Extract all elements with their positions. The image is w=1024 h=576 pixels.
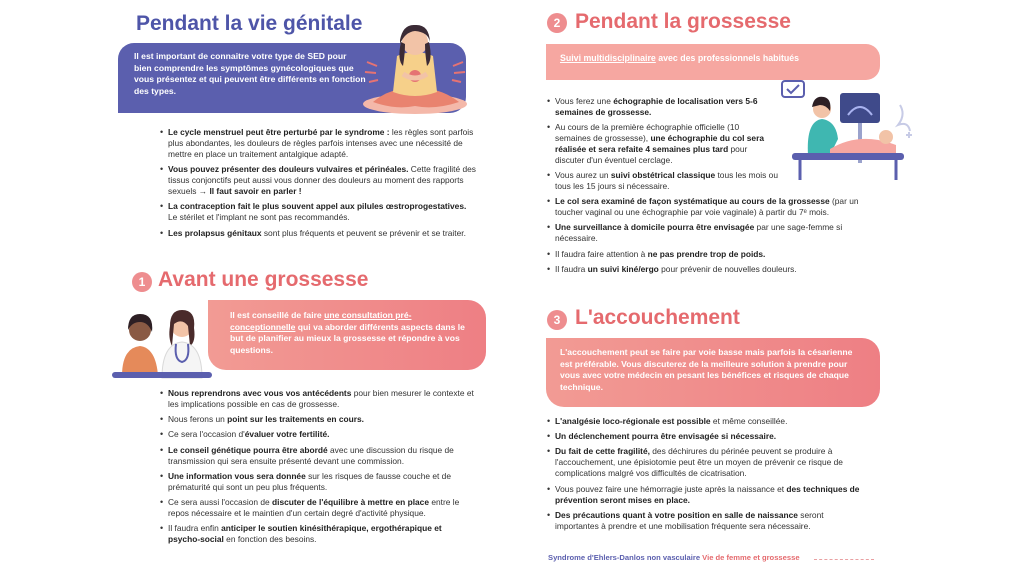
- list-item: • Ce sera l'occasion d'évaluer votre fertilité.: [160, 429, 476, 440]
- list-item: • Vous pouvez présenter des douleurs vulvaires et périnéales. Cette fragilité des tissus conjonctifs peut aussi vous donner des douleurs au moment des rapports sexuels → Il faut savoir en parler !: [160, 164, 476, 197]
- list-item: • Les prolapsus génitaux sont plus fréquents et peuvent se prévenir et se traiter.: [160, 228, 476, 239]
- list-item: • Ce sera aussi l'occasion de discuter de l'équilibre à mettre en place entre le repos nécessaire et le maintien d'un certain degré d'activité physique.: [160, 497, 476, 519]
- page-footer: [548, 553, 800, 562]
- accouchement-list: [547, 416, 865, 536]
- list-item: • Le conseil génétique pourra être abordé avec une discussion du risque de transmission qui sera ensuite présenté devant une commission.: [160, 445, 476, 467]
- pendant-grossesse-list: [547, 96, 771, 170]
- pendant-grossesse-list-cont: [547, 170, 865, 279]
- footer-divider: [814, 559, 874, 560]
- list-item: • Du fait de cette fragilité, des déchirures du périnée peuvent se produire à l'accouchement, une épisiotomie peut être un moyen de prévenir ce risque de complications malgré vos difficultés de cicatrisation.: [547, 446, 865, 479]
- list-item: • Vous pouvez faire une hémorragie juste après la naissance et des techniques de prévention seront mises en place.: [547, 484, 865, 506]
- list-item: • Un déclenchement pourra être envisagée si nécessaire.: [547, 431, 865, 442]
- consultation-link[interactable]: une consultation pré-conceptionnelle: [230, 310, 412, 332]
- footer-topic: Vie de femme et grossesse: [702, 553, 800, 562]
- ultrasound-illustration: [770, 75, 915, 185]
- list-item: • Vous ferez une échographie de localisation vers 5-6 semaines de grossesse.: [547, 96, 771, 118]
- banner-accouchement: L'accouchement peut se faire par voie basse mais parfois la césarienne est préférable. Vous discuterez de la meilleure solution à prendre pour vous avec votre médecin en pesant les bénéfices et risques de chaque technique.: [546, 338, 880, 407]
- suivi-link[interactable]: Suivi multidisciplinaire: [560, 53, 656, 63]
- vie-genitale-list: [160, 127, 476, 243]
- list-item: • Il faudra enfin anticiper le soutien kinésithérapique, ergothérapique et psycho-social en fonction des besoins.: [160, 523, 476, 545]
- list-item: • Une surveillance à domicile pourra être envisagée par une sage-femme si nécessaire.: [547, 222, 865, 244]
- list-item: • Nous reprendrons avec vous vos antécédents pour bien mesurer le contexte et les implications possible en cas de grossesse.: [160, 388, 476, 410]
- woman-abdominal-pain-illustration: [355, 14, 475, 116]
- section-title-pendant-grossesse: Pendant la grossesse: [575, 10, 791, 33]
- banner-suivi: Suivi multidisciplinaire avec des professionnels habitués: [546, 44, 880, 80]
- list-item: • Des précautions quant à votre position en salle de naissance seront importantes à prendre et une mobilisation fréquente sera nécessaire.: [547, 510, 865, 532]
- section-number-badge: 2: [547, 13, 567, 33]
- banner-consultation: Il est conseillé de faire une consultation pré-conceptionnelle qui va aborder différents aspects dans le but de planifier au mieux la grossesse et répondre à vos questions.: [208, 300, 486, 370]
- list-item: • Le col sera examiné de façon systématique au cours de la grossesse (par un toucher vaginal ou une échographie par voie vaginale) à partir du 7ᵉ mois.: [547, 196, 865, 218]
- section-title-vie-genitale: Pendant la vie génitale: [136, 12, 363, 35]
- section-title-accouchement: L'accouchement: [575, 306, 740, 329]
- list-item: • L'analgésie loco-régionale est possible et même conseillée.: [547, 416, 865, 427]
- list-item: • Il faudra un suivi kiné/ergo pour prévenir de nouvelles douleurs.: [547, 264, 865, 275]
- list-item: • Nous ferons un point sur les traitements en cours.: [160, 414, 476, 425]
- banner-sed-text: Il est important de connaitre votre type de SED pour bien comprendre les symptômes gynécologiques que vous présentez et qui peuvent être différents en fonction des types.: [134, 51, 366, 96]
- list-item: • Il faudra faire attention à ne pas prendre trop de poids.: [547, 249, 865, 260]
- section-number-badge: 1: [132, 272, 152, 292]
- doctor-consultation-illustration: [112, 300, 212, 380]
- list-item: • Vous aurez un suivi obstétrical classique tous les mois ou tous les 15 jours si nécessaire.: [547, 170, 783, 192]
- section-number-badge: 3: [547, 310, 567, 330]
- list-item: • La contraception fait le plus souvent appel aux pilules œstroprogestatives. Le stérilet et l'implant ne sont pas recommandés.: [160, 201, 476, 223]
- section-title-avant-grossesse: Avant une grossesse: [158, 268, 369, 291]
- list-item: • Le cycle menstruel peut être perturbé par le syndrome : les règles sont parfois plus abondantes, les douleurs de règles parfois intenses avec une nécessité de mettre en place un traitement antalgique adapté.: [160, 127, 476, 160]
- list-item: • Au cours de la première échographie officielle (10 semaines de grossesse), une échographie du col sera réalisée et sera refaite 4 semaines plus tard pour discuter d'un éventuel cerclage.: [547, 122, 771, 166]
- footer-syndrome: Syndrome d'Ehlers-Danlos non vasculaire: [548, 553, 701, 562]
- list-item: • Une information vous sera donnée sur les risques de fausse couche et de prématurité qui sont un peu plus fréquents.: [160, 471, 476, 493]
- avant-grossesse-list: [160, 388, 476, 549]
